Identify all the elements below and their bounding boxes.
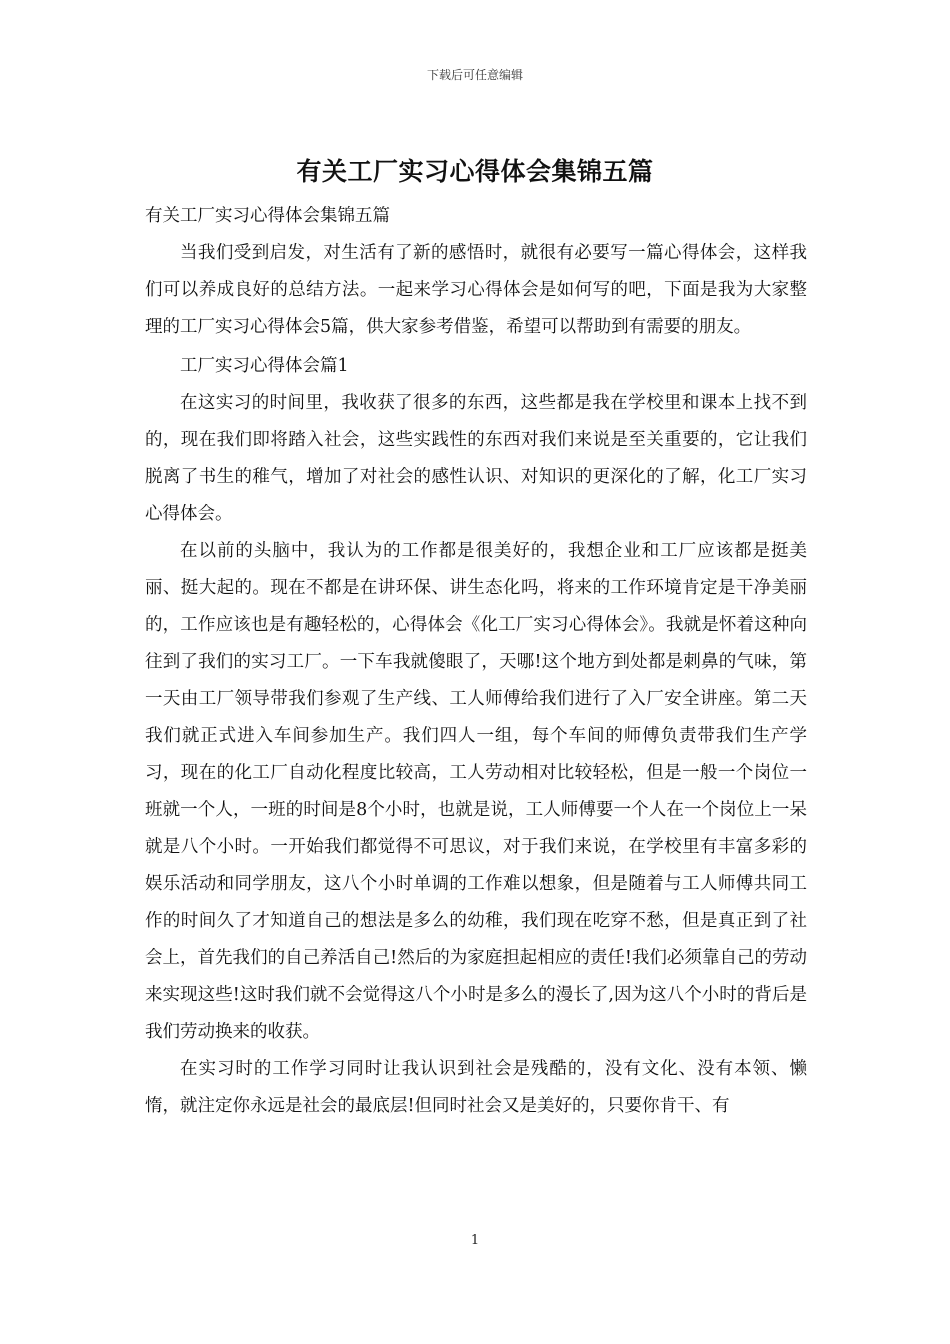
body-paragraph-1: 在这实习的时间里，我收获了很多的东西，这些都是我在学校里和课本上找不到的，现在我们即将踏入社会，这些实践性的东西对我们来说是至关重要的，它让我们脱离了书生的稚气，增加了对社会的感性认识、对知识的更深化的了解，化工厂实习心得体会。	[145, 393, 807, 524]
intro-paragraph: 当我们受到启发，对生活有了新的感悟时，就很有必要写一篇心得体会，这样我们可以养成良好的总结方法。一起来学习心得体会是如何写的吧，下面是我为大家整理的工厂实习心得体会5篇，供大家参考借鉴，希望可以帮助到有需要的朋友。	[145, 243, 807, 337]
section-heading: 工厂实习心得体会篇1	[180, 356, 349, 376]
document-body	[145, 198, 807, 1125]
document-title: 有关工厂实习心得体会集锦五篇	[296, 157, 654, 186]
document-subtitle: 有关工厂实习心得体会集锦五篇	[145, 206, 390, 226]
body-paragraph-2: 在以前的头脑中，我认为的工作都是很美好的，我想企业和工厂应该都是挺美丽、挺大起的。现在不都是在讲环保、讲生态化吗，将来的工作环境肯定是干净美丽的，工作应该也是有趣轻松的，心得体会《化工厂实习心得体会》。我就是怀着这种向往到了我们的实习工厂。一下车我就傻眼了，天哪!这个地方到处都是刺鼻的气味，第一天由工厂领导带我们参观了生产线、工人师傅给我们进行了入厂安全讲座。第二天我们就正式进入车间参加生产。我们四人一组，每个车间的师傅负责带我们生产学习，现在的化工厂自动化程度比较高，工人劳动相对比较轻松，但是一般一个岗位一班就一个人，一班的时间是8个小时，也就是说，工人师傅要一个人在一个岗位上一呆就是八个小时。一开始我们都觉得不可思议，对于我们来说，在学校里有丰富多彩的娱乐活动和同学朋友，这八个小时单调的工作难以想象，但是随着与工人师傅共同工作的时间久了才知道自己的想法是多么的幼稚，我们现在吃穿不愁，但是真正到了社会上，首先我们的自己养活自己!然后的为家庭担起相应的责任!我们必须靠自己的劳动来实现这些!这时我们就不会觉得这八个小时是多么的漫长了,因为这八个小时的背后是我们劳动换来的收获。	[145, 541, 807, 1042]
page-number: 1	[470, 1233, 480, 1248]
header-note: 下载后可任意编辑	[426, 68, 523, 82]
body-paragraph-3: 在实习时的工作学习同时让我认识到社会是残酷的，没有文化、没有本领、懒惰，就注定你永远是社会的最底层!但同时社会又是美好的，只要你肯干、有	[145, 1059, 807, 1116]
